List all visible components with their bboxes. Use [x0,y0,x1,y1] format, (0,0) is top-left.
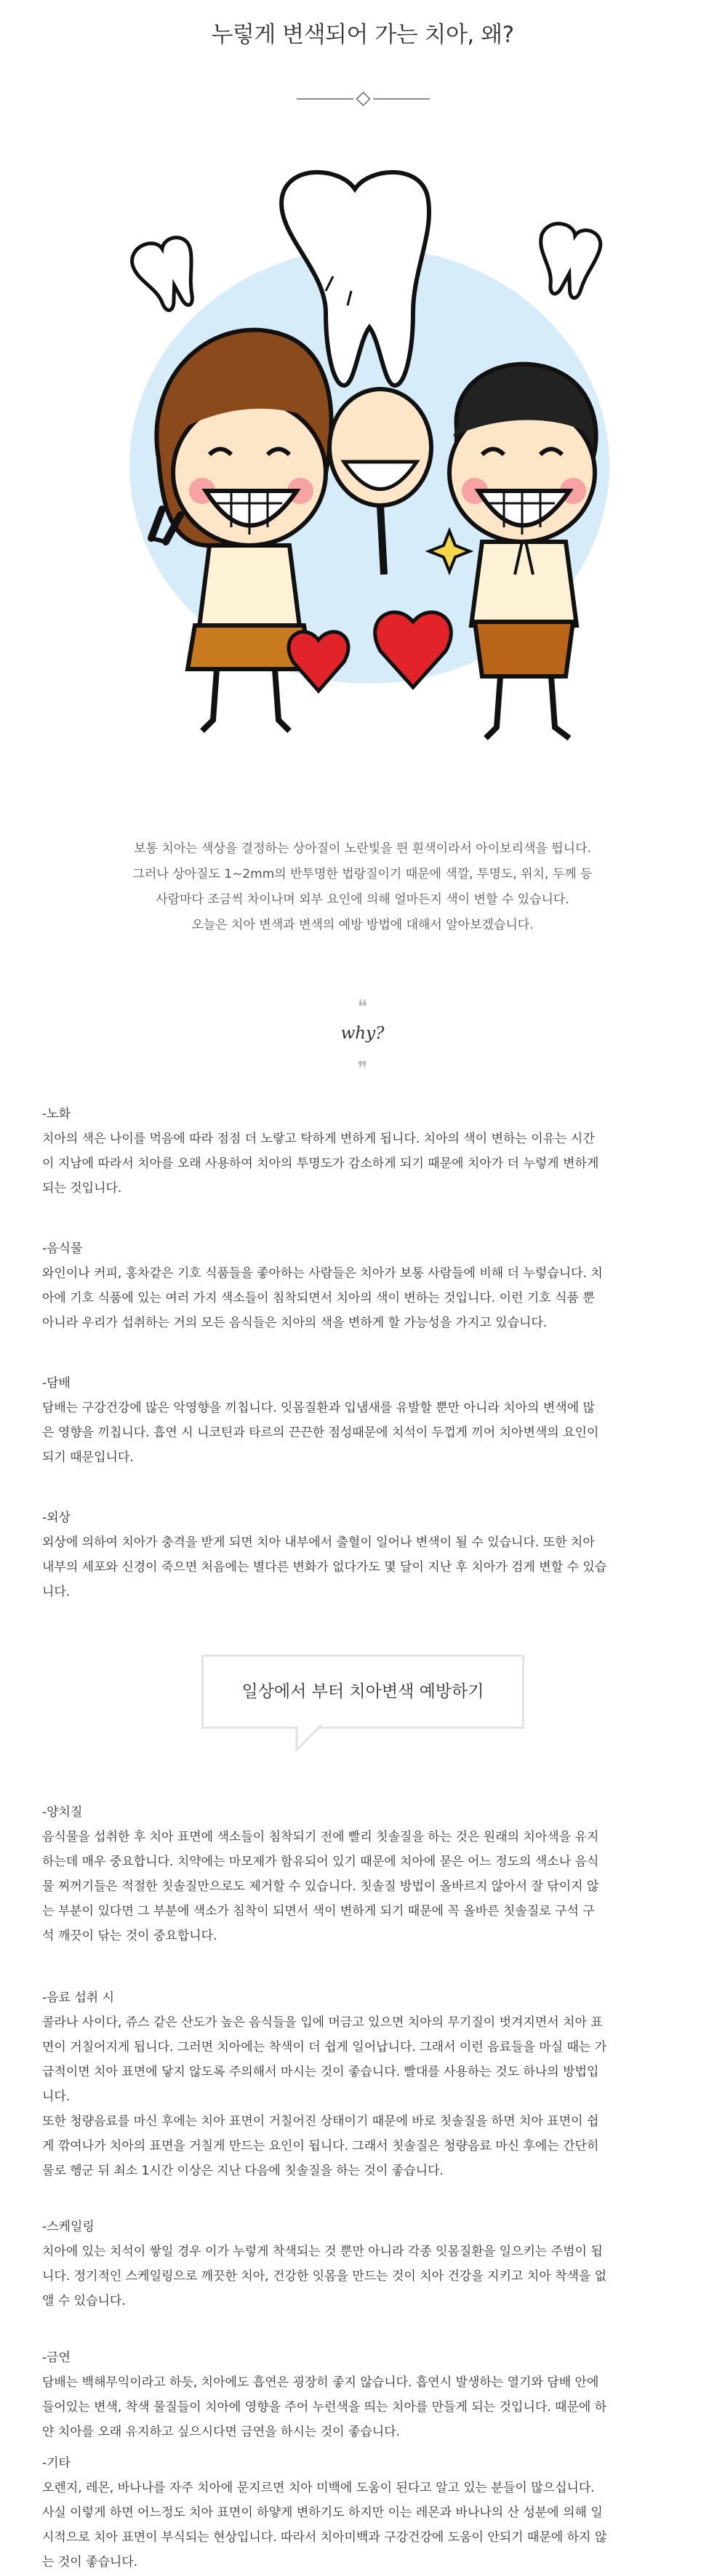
section-heading: -음료 섭취 시 [42,1991,115,2005]
section-line: 내부의 세포와 신경이 죽으면 처음에는 별다른 변화가 없다가도 몇 달이 지난 후 치아가 검게 변할 수 있습 [42,1560,607,1575]
cartoon-couple-teeth-illustration [108,167,631,771]
section-line: 니다. [42,2089,71,2104]
section-line: 는 부분이 있다면 그 부분에 색소가 침착이 되면서 색이 변하게 되기 때문에 꼭 올바른 칫솔질로 구석 구 [42,1904,595,1919]
section-line: 치아에 있는 치석이 쌓일 경우 이가 누렇게 착색되는 것 뿐만 아니라 각종 잇몸질환을 일으키는 주범이 됩 [42,2244,603,2259]
section-line: 음식물을 섭취한 후 치아 표면에 색소들이 침착되기 전에 빨리 칫솔질을 하는 것은 원래의 치아색을 유지 [42,1830,599,1844]
section-line: 오렌지, 레몬, 바나나를 자주 치아에 문지르면 치아 미백에 도움이 된다고 알고 있는 분들이 많으십니다. [42,2481,595,2495]
section-heading: -금연 [42,2351,71,2365]
quote-close-icon: ❞ [357,1058,368,1080]
section-heading: -기타 [42,2456,71,2471]
cause-trauma [42,1505,693,1604]
section-line: 이 지남에 따라서 치아를 오래 사용하여 치아의 투명도가 감소하게 되기 때문에 치아가 더 누렇게 변하게 [42,1156,599,1171]
title-divider-ornament [297,90,430,108]
section-line: 담배는 백해무익이라고 하듯, 치아에도 흡연은 굉장히 좋지 않습니다. 흡연시 발생하는 열기와 담배 안에 [42,2375,599,2390]
intro-line: 사람마다 조금씩 차이나며 외부 요인에 의해 얼마든지 색이 변할 수 있습니다. [156,892,569,907]
section-line: 시적으로 치아 표면이 부식되는 현상입니다. 따라서 치아미백과 구강건강에 도움이 안되기 때문에 하지 않 [42,2530,607,2545]
prevention-other [42,2451,693,2575]
section-line: 석 깨끗이 닦는 것이 중요합니다. [42,1929,217,1943]
cause-aging [42,1102,693,1201]
section-line: 물로 헹군 뒤 최소 1시간 이상은 지난 다음에 칫솔질을 하는 것이 좋습니다. [42,2164,444,2178]
intro-line: 오늘은 치아 변색과 변색의 예방 방법에 대해서 알아보겠습니다. [191,918,534,932]
section-line: 하는데 매우 중요합니다. 치약에는 마모제가 함유되어 있기 때문에 치아에 묻은 어느 정도의 색소나 음식 [42,1855,599,1869]
why-heading: why? [340,1024,385,1043]
section-heading: -담배 [42,1376,71,1391]
section-line: 아에 기호 식품에 있는 여러 가지 색소들이 침착되면서 치아의 색이 변하는 것입니다. 이런 기호 식품 뿐 [42,1291,595,1305]
section-line: 치아의 색은 나이를 먹음에 따라 점점 더 노랗고 탁하게 변하게 됩니다. 치아의 색이 변하는 이유는 시간 [42,1132,595,1146]
section-line: 얀 치아를 오래 유지하고 싶으시다면 금연을 하시는 것이 좋습니다. [42,2425,401,2439]
prevention-drinks [42,1985,693,2183]
quote-open-icon: ❝ [357,996,368,1018]
section-heading: -양치질 [42,1805,83,1820]
section-line: 들어있는 변색, 착색 물질들이 치아에 영향을 주어 누런색을 띄는 치아를 만들게 되는 것입니다. 때문에 하 [42,2400,607,2415]
section-heading: -노화 [42,1107,71,1121]
prevention-scaling [42,2215,693,2313]
prevention-callout-box: 일상에서 부터 치아변색 예방하기 [201,1655,524,1729]
section-line: 는 것이 좋습니다. [42,2555,138,2569]
section-line: 되는 것입니다. [42,1181,122,1196]
section-line: 은 영향을 끼칩니다. 흡연 시 니코틴과 타르의 끈끈한 점성때문에 치석이 두껍게 끼어 치아변색의 요인이 [42,1425,599,1440]
section-line: 면이 거칠어지게 됩니다. 그러면 치아에는 착색이 더 쉽게 일어납니다. 그래서 이런 음료들을 마실 때는 가 [42,2040,607,2055]
section-line: 담배는 구강건강에 많은 악영향을 끼칩니다. 잇몸질환과 입냄새를 유발할 뿐만 아니라 치아의 변색에 많 [42,1401,595,1415]
intro-paragraph [0,836,725,938]
section-line: 되기 때문입니다. [42,1450,134,1465]
section-heading: -외상 [42,1511,71,1525]
cause-smoking [42,1371,693,1470]
section-line: 또한 청량음료를 마신 후에는 치아 표면이 거칠어진 상태이기 때문에 바로 칫솔질을 하면 치아 표면이 쉽 [42,2114,599,2129]
section-heading: -스케일링 [42,2220,95,2234]
section-heading: -음식물 [42,1241,83,1256]
section-line: 아니라 우리가 섭취하는 거의 모든 음식들은 치아의 색을 변하게 할 가능성을 가지고 있습니다. [42,1316,548,1330]
section-line: 물 찌꺼기들은 적절한 칫솔질만으로도 제거할 수 있습니다. 칫솔질 방법이 올바르지 않아서 잘 닦이지 않 [42,1879,599,1894]
intro-line: 그러나 상아질도 1~2mm의 반투명한 법랑질이기 때문에 색깔, 투명도, 위치, 두께 등 [132,867,593,881]
section-line: 니다. [42,1585,71,1599]
cause-food [42,1236,693,1335]
section-line: 급적이면 치아 표면에 닿지 않도록 주의해서 마시는 것이 좋습니다. 빨대를 사용하는 것도 하나의 방법입 [42,2065,599,2079]
section-line: 콜라나 사이다, 쥬스 같은 산도가 높은 음식들을 입에 머금고 있으면 치아의 무기질이 벗겨지면서 치아 표 [42,2015,603,2030]
section-line: 니다. 정기적인 스케일링으로 깨끗한 치아, 건강한 잇몸을 만드는 것이 치아 건강을 지키고 치아 착색을 없 [42,2269,607,2284]
intro-line: 보통 치아는 색상을 결정하는 상아질이 노란빛을 띈 흰색이라서 아이보리색을 띕니다. [134,841,591,856]
page-title: 누렇게 변색되어 가는 치아, 왜? [211,22,514,48]
section-line: 외상에 의하여 치아가 충격을 받게 되면 치아 내부에서 출혈이 일어나 변색이 될 수 있습니다. 또한 치아 [42,1535,595,1550]
callout-tail [295,1724,324,1753]
section-line: 사실 이렇게 하면 어느정도 치아 표면이 하얗게 변하기도 하지만 이는 레몬과 바나나의 산 성분에 의해 일 [42,2505,603,2520]
prevention-quit-smoking [42,2345,693,2444]
section-line: 앨 수 있습니다. [42,2294,126,2308]
section-line: 게 깎여나가 치아의 표면을 거칠게 만드는 요인이 됩니다. 그래서 칫솔질은 청량음료 마신 후에는 간단히 [42,2139,599,2153]
section-line: 와인이나 커피, 홍차같은 기호 식품들을 좋아하는 사람들은 치아가 보통 사람들에 비해 더 누렇습니다. 치 [42,1266,603,1281]
prevention-brushing [42,1800,693,1948]
